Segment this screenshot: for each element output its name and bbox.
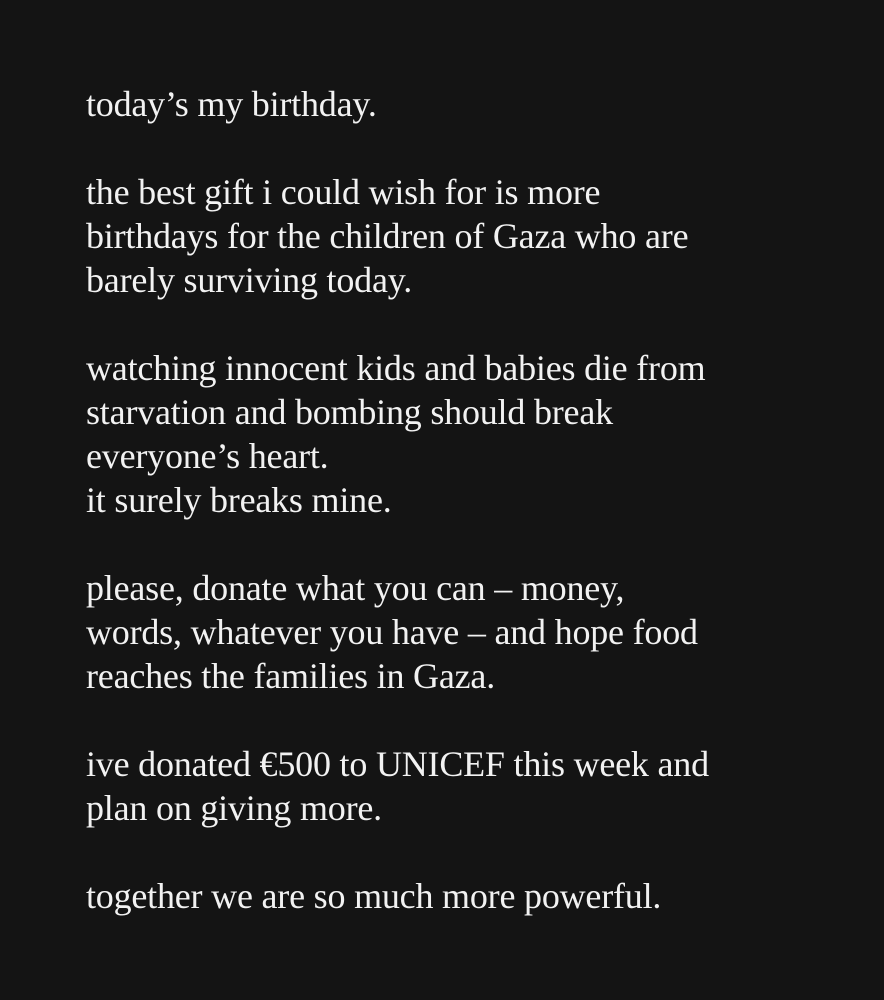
text-line: everyone’s heart. [86, 436, 329, 476]
paragraph-watching [86, 346, 866, 522]
text-line: reaches the families in Gaza. [86, 656, 495, 696]
text-line: together we are so much more powerful. [86, 876, 662, 916]
paragraph-best-gift [86, 170, 866, 302]
text-line: barely surviving today. [86, 260, 412, 300]
text-line: words, whatever you have – and hope food [86, 612, 698, 652]
paragraph-donate [86, 566, 866, 698]
paragraph-together [86, 874, 866, 918]
post-text [86, 82, 866, 918]
text-line: please, donate what you can – money, [86, 568, 625, 608]
text-line: it surely breaks mine. [86, 480, 392, 520]
text-line: ive donated €500 to UNICEF this week and [86, 744, 709, 784]
text-line: birthdays for the children of Gaza who are [86, 216, 689, 256]
text-line: watching innocent kids and babies die from [86, 348, 706, 388]
text-line: starvation and bombing should break [86, 392, 613, 432]
paragraph-donated-amount [86, 742, 866, 830]
text-line: today’s my birthday. [86, 84, 377, 124]
text-line: the best gift i could wish for is more [86, 172, 601, 212]
paragraph-birthday [86, 82, 866, 126]
text-line: plan on giving more. [86, 788, 382, 828]
